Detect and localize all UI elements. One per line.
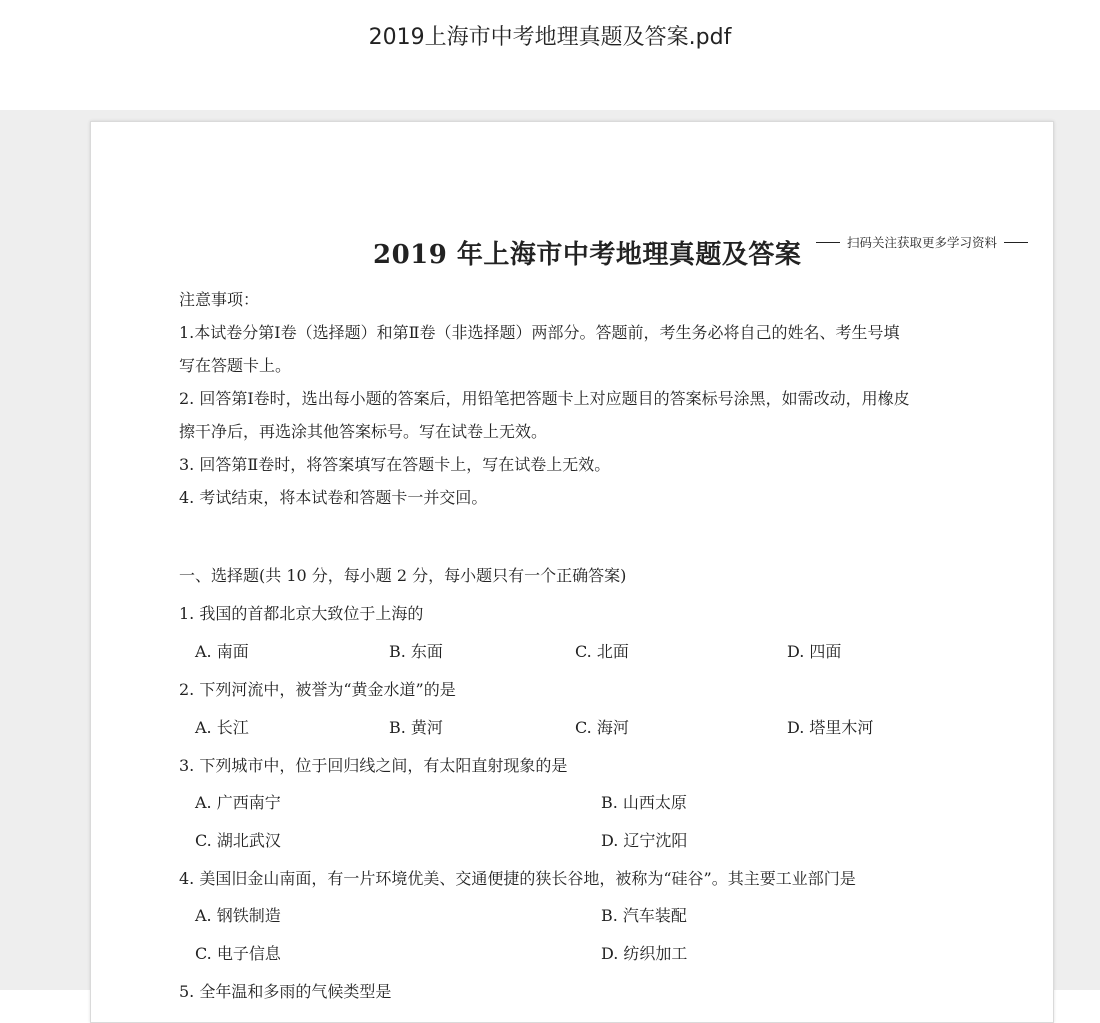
option: A. 钢铁制造 — [195, 906, 281, 925]
notice-line: 3. 回答第Ⅱ卷时，将答案填写在答题卡上，写在试卷上无效。 — [179, 455, 611, 474]
option: C. 湖北武汉 — [195, 831, 281, 850]
question-3: 3. 下列城市中，位于回归线之间，有太阳直射现象的是 — [179, 756, 568, 775]
notice-line: 擦干净后，再选涂其他答案标号。写在试卷上无效。 — [179, 422, 548, 441]
option: C. 海河 — [575, 718, 629, 737]
tagline-text: 扫码关注获取更多学习资料 — [847, 235, 998, 250]
viewer-header — [0, 0, 1100, 110]
tagline-dash-right — [1004, 242, 1028, 243]
option: D. 四面 — [787, 642, 842, 661]
notice-line: 写在答题卡上。 — [179, 356, 292, 375]
option: D. 辽宁沈阳 — [601, 831, 688, 850]
option: B. 山西太原 — [601, 793, 687, 812]
document-title: 2019 年上海市中考地理真题及答案 — [373, 240, 802, 270]
option: A. 南面 — [195, 642, 249, 661]
notice-line: 2. 回答第Ⅰ卷时，选出每小题的答案后，用铅笔把答题卡上对应题目的答案标号涂黑，如需改动，用橡皮 — [179, 389, 910, 408]
question-2: 2. 下列河流中，被誉为“黄金水道”的是 — [179, 680, 456, 699]
option: D. 塔里木河 — [787, 718, 874, 737]
option: B. 汽车装配 — [601, 906, 687, 925]
question-1: 1. 我国的首都北京大致位于上海的 — [179, 604, 424, 623]
notice-heading: 注意事项： — [179, 290, 260, 309]
option: C. 电子信息 — [195, 944, 281, 963]
notice-line: 4. 考试结束，将本试卷和答题卡一并交回。 — [179, 488, 488, 507]
option: A. 广西南宁 — [195, 793, 281, 812]
question-4: 4. 美国旧金山南面，有一片环境优美、交通便捷的狭长谷地，被称为“硅谷”。其主要工业部门是 — [179, 869, 856, 888]
section-heading: 一、选择题(共 10 分，每小题 2 分，每小题只有一个正确答案) — [179, 566, 627, 585]
option: D. 纺织加工 — [601, 944, 688, 963]
qr-tagline — [809, 233, 1035, 251]
notice-line: 1.本试卷分第Ⅰ卷（选择题）和第Ⅱ卷（非选择题）两部分。答题前，考生务必将自己的姓名、考生号填 — [179, 323, 900, 342]
question-5: 5. 全年温和多雨的气候类型是 — [179, 982, 392, 1001]
option: A. 长江 — [195, 718, 249, 737]
option: C. 北面 — [575, 642, 629, 661]
document-viewer[interactable] — [0, 110, 1100, 1001]
file-title: 2019上海市中考地理真题及答案.pdf — [368, 25, 732, 50]
tagline-dash-left — [816, 242, 840, 243]
option: B. 东面 — [389, 642, 443, 661]
pdf-page — [90, 121, 1054, 1023]
option: B. 黄河 — [389, 718, 443, 737]
